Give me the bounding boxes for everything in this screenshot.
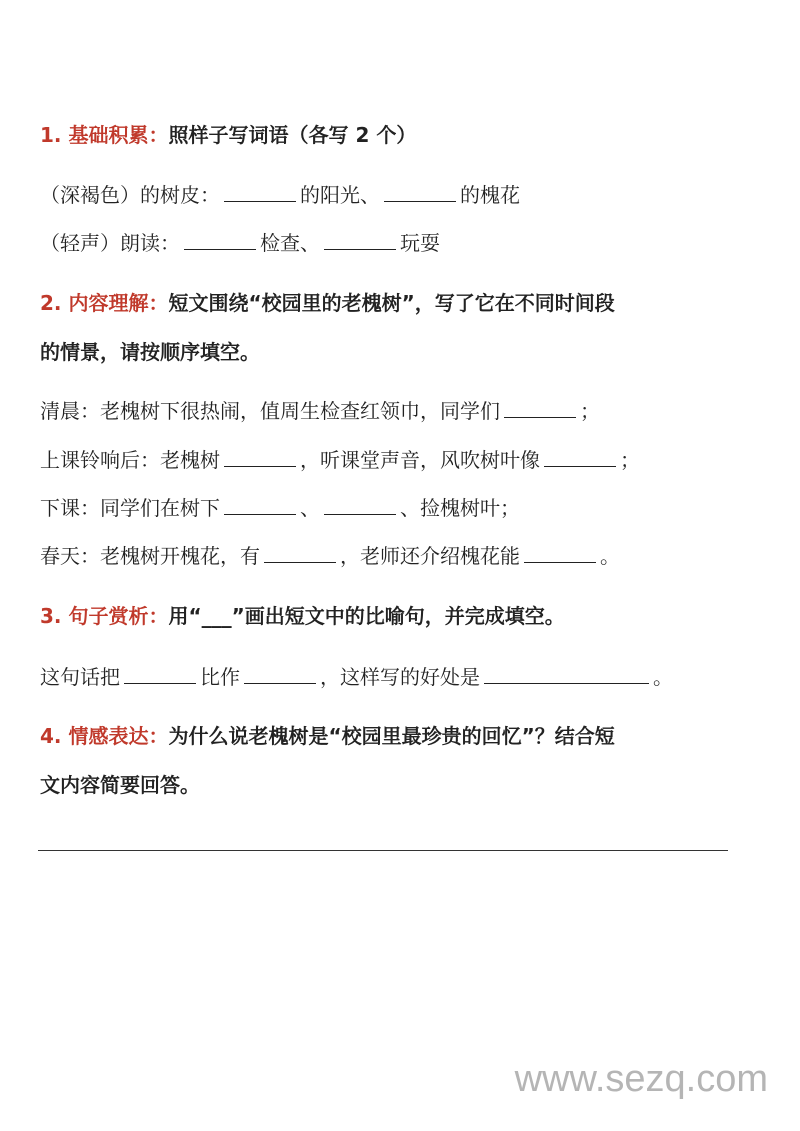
line-text: 检查、	[260, 231, 320, 255]
answer-line[interactable]	[38, 850, 728, 851]
question-4	[40, 721, 615, 751]
question-label: 3. 句子赏析：	[40, 604, 169, 628]
blank-field[interactable]	[224, 181, 296, 202]
blank-field[interactable]	[384, 181, 456, 202]
line-text: ；	[580, 399, 600, 423]
line-text: ，这样写的好处是	[320, 665, 480, 689]
question-2	[40, 288, 615, 318]
fill-line	[40, 228, 440, 258]
line-text: 玩耍	[400, 231, 440, 255]
fill-line	[40, 396, 600, 426]
blank-field[interactable]	[524, 542, 596, 563]
fill-line	[40, 493, 520, 523]
line-text: ，老师还介绍槐花能	[340, 544, 520, 568]
line-text: 、捡槐树叶；	[400, 496, 520, 520]
blank-field[interactable]	[324, 229, 396, 250]
blank-field[interactable]	[264, 542, 336, 563]
line-text: 下课：同学们在树下	[40, 496, 220, 520]
blank-field[interactable]	[124, 663, 196, 684]
line-text: 清晨：老槐树下很热闹，值周生检查红领巾，同学们	[40, 399, 500, 423]
fill-line	[40, 662, 673, 692]
line-text: （轻声）朗读：	[40, 231, 180, 255]
question-prompt: 为什么说老槐树是“校园里最珍贵的回忆”？结合短	[168, 724, 615, 748]
blank-field[interactable]	[504, 397, 576, 418]
blank-field[interactable]	[324, 494, 396, 515]
line-text: 、	[300, 496, 320, 520]
blank-field[interactable]	[224, 494, 296, 515]
line-text: 。	[653, 665, 673, 689]
blank-field[interactable]	[184, 229, 256, 250]
line-text: 春天：老槐树开槐花，有	[40, 544, 260, 568]
question-1	[40, 120, 416, 150]
line-text: 上课铃响后：老槐树	[40, 448, 220, 472]
watermark: www.sezq.com	[514, 1058, 768, 1100]
question-prompt-cont: 的情景，请按顺序填空。	[40, 340, 260, 364]
line-text: 的槐花	[460, 183, 520, 207]
line-text: 。	[600, 544, 620, 568]
question-label: 2. 内容理解：	[40, 291, 169, 315]
line-text: 的阳光、	[300, 183, 380, 207]
blank-field[interactable]	[224, 446, 296, 467]
question-label: 4. 情感表达：	[40, 724, 169, 748]
fill-line	[40, 445, 640, 475]
question-prompt: 用“___”画出短文中的比喻句，并完成填空。	[168, 604, 565, 628]
blank-field[interactable]	[484, 663, 649, 684]
question-prompt: 照样子写词语（各写 2 个）	[168, 123, 417, 147]
question-prompt: 短文围绕“校园里的老槐树”，写了它在不同时间段	[168, 291, 615, 315]
fill-line	[40, 180, 520, 210]
line-text: （深褐色）的树皮：	[40, 183, 220, 207]
line-text: 比作	[200, 665, 240, 689]
line-text: ，听课堂声音，风吹树叶像	[300, 448, 540, 472]
question-label: 1. 基础积累：	[40, 123, 169, 147]
blank-field[interactable]	[544, 446, 616, 467]
line-text: 这句话把	[40, 665, 120, 689]
question-prompt-cont: 文内容简要回答。	[40, 773, 200, 797]
question-3	[40, 601, 565, 631]
line-text: ；	[620, 448, 640, 472]
fill-line	[40, 541, 620, 571]
blank-field[interactable]	[244, 663, 316, 684]
